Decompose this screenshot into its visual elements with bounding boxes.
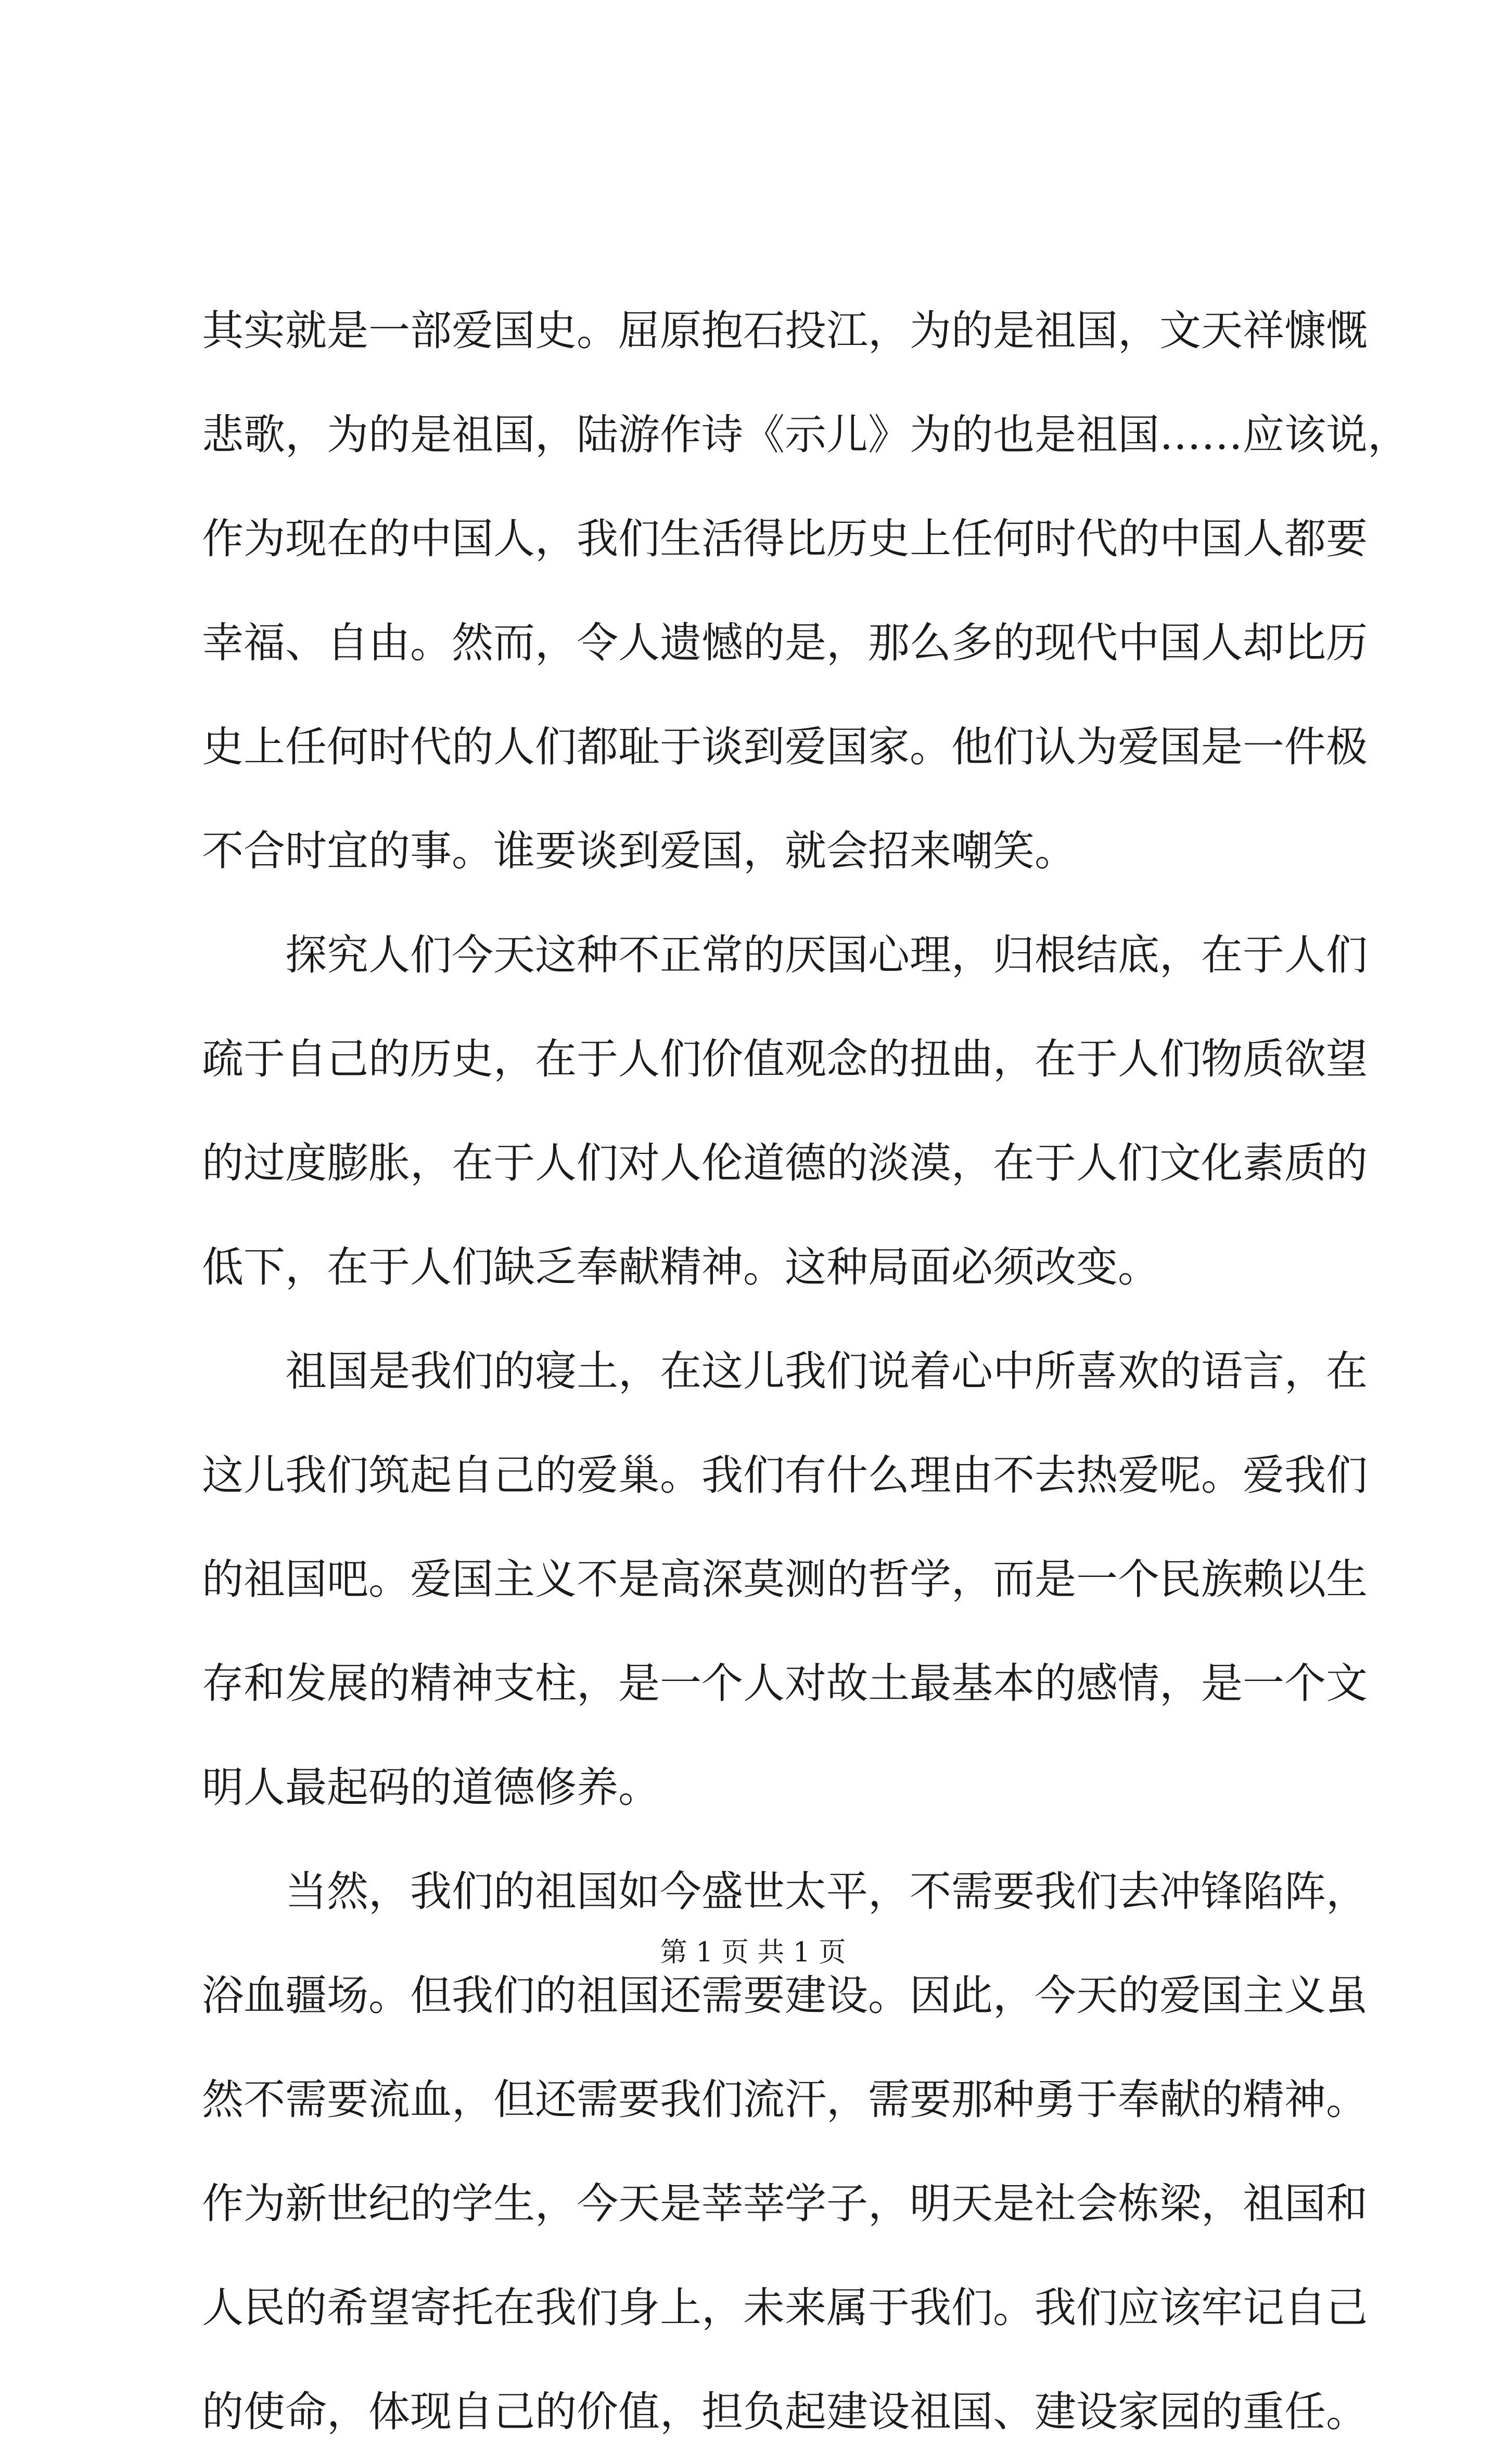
- text-line: 其实就是一部爱国史。屈原抱石投江，为的是祖国，文天祥慷慨: [202, 306, 1368, 355]
- text-line: 探究人们今天这种不正常的厌国心理，归根结底，在于人们: [202, 931, 1368, 979]
- page-footer: 第 1 页 共 1 页: [660, 1937, 846, 1968]
- text-line: 人民的希望寄托在我们身上，未来属于我们。我们应该牢记自己: [202, 2283, 1368, 2332]
- text-line: 史上任何时代的人们都耻于谈到爱国家。他们认为爱国是一件极: [202, 723, 1368, 771]
- text-line: 悲歌，为的是祖国，陆游作诗《示儿》为的也是祖国……应该说，: [202, 410, 1409, 459]
- text-line: 明人最起码的道德修养。: [202, 1763, 660, 1812]
- text-line: 这儿我们筑起自己的爱巢。我们有什么理由不去热爱呢。爱我们: [202, 1451, 1368, 1499]
- text-line: 的祖国吧。爱国主义不是高深莫测的哲学，而是一个民族赖以生: [202, 1555, 1368, 1603]
- text-line: 存和发展的精神支柱，是一个人对故土最基本的感情，是一个文: [202, 1659, 1368, 1708]
- text-line: 疏于自己的历史，在于人们价值观念的扭曲，在于人们物质欲望: [202, 1035, 1368, 1083]
- text-line: 不合时宜的事。谁要谈到爱国，就会招来嘲笑。: [202, 827, 1076, 875]
- text-line: 祖国是我们的寝土，在这儿我们说着心中所喜欢的语言，在: [202, 1347, 1368, 1395]
- text-line: 当然，我们的祖国如今盛世太平，不需要我们去冲锋陷阵，: [202, 1867, 1368, 1916]
- text-line: 然不需要流血，但还需要我们流汗，需要那种勇于奉献的精神。: [202, 2075, 1368, 2124]
- body-text: [202, 279, 1409, 2464]
- text-line: 幸福、自由。然而，令人遗憾的是，那么多的现代中国人却比历: [202, 619, 1368, 667]
- text-line: 的过度膨胀，在于人们对人伦道德的淡漠，在于人们文化素质的: [202, 1139, 1368, 1187]
- text-line: 作为新世纪的学生，今天是莘莘学子，明天是社会栋梁，祖国和: [202, 2179, 1368, 2228]
- text-line: 低下，在于人们缺乏奉献精神。这种局面必须改变。: [202, 1243, 1159, 1291]
- text-line: 的使命，体现自己的价值，担负起建设祖国、建设家园的重任。: [202, 2388, 1368, 2436]
- text-line: 作为现在的中国人，我们生活得比历史上任何时代的中国人都要: [202, 515, 1368, 563]
- text-line: 浴血疆场。但我们的祖国还需要建设。因此，今天的爱国主义虽: [202, 1971, 1368, 2020]
